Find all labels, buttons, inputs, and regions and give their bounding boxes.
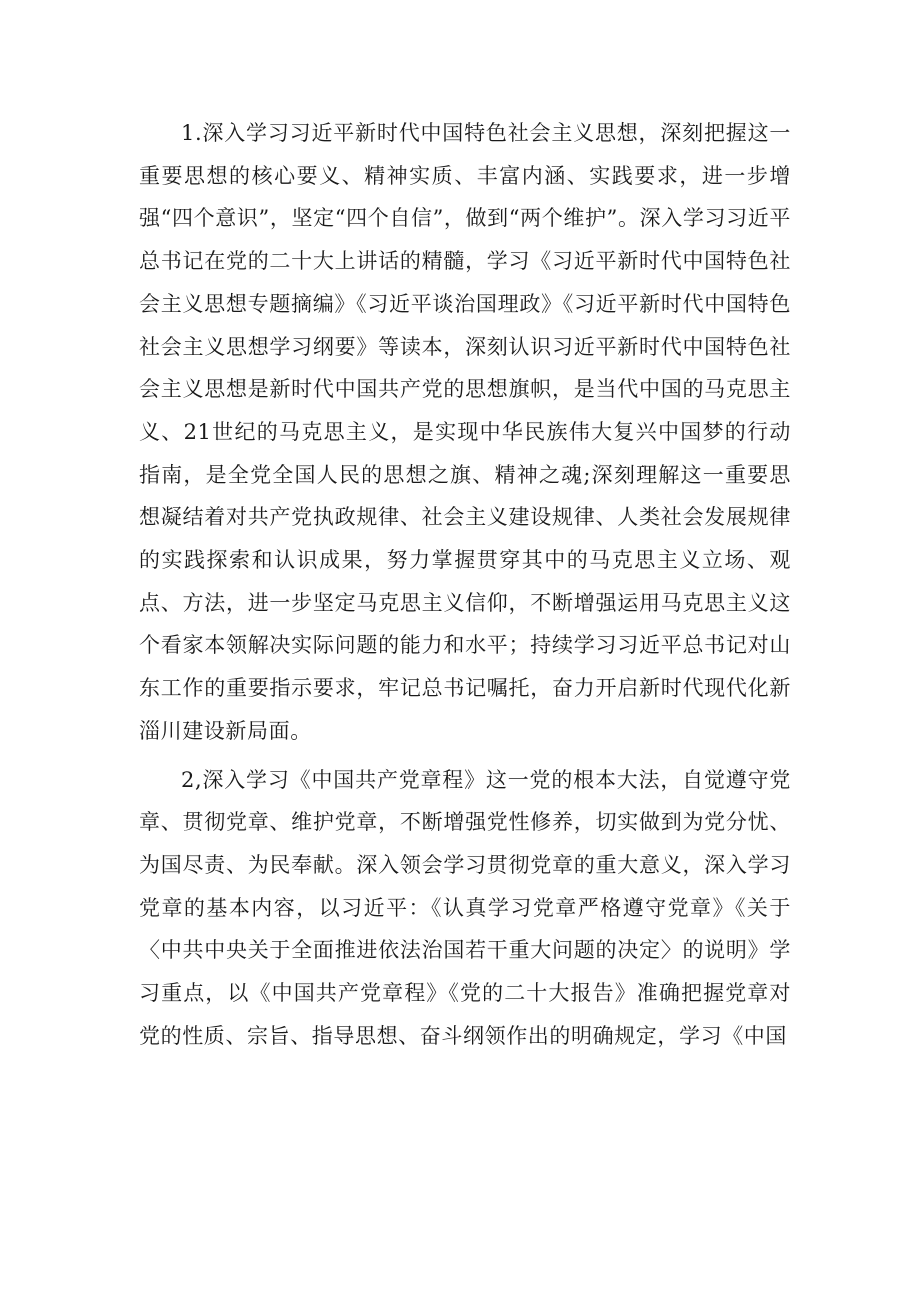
paragraph-1: 1.深入学习习近平新时代中国特色社会主义思想，深刻把握这一重要思想的核心要义、精神实质、丰富内涵、实践要求，进一步增强“四个意识”，坚定“四个自信”，做到“两个维护”。深入学习习近平总书记在党的二十大上讲话的精髓，学习《习近平新时代中国特色社会主义思想专题摘编》《习近平谈治国理政》《习近平新时代中国特色社会主义思想学习纲要》等读本，深刻认识习近平新时代中国特色社会主义思想是新时代中国共产党的思想旗帜，是当代中国的马克思主义、21世纪的马克思主义，是实现中华民族伟大复兴中国梦的行动指南，是全党全国人民的思想之旗、精神之魂;深刻理解这一重要思想凝结着对共产党执政规律、社会主义建设规律、人类社会发展规律的实践探索和认识成果，努力掌握贯穿其中的马克思主义立场、观点、方法，进一步坚定马克思主义信仰，不断增强运用马克思主义这个看家本领解决实际问题的能力和水平；持续学习习近平总书记对山东工作的重要指示要求，牢记总书记嘱托，奋力开启新时代现代化新淄川建设新局面。 xyxy=(139,121,791,743)
paragraph-2: 2,深入学习《中国共产党章程》这一党的根本大法，自觉遵守党章、贯彻党章、维护党章，不断增强党性修养，切实做到为党分忧、为国尽责、为民奉献。深入领会学习贯彻党章的重大意义，深入学习党章的基本内容，以习近平：《认真学习党章严格遵守党章》《关于〈中共中央关于全面推进依法治国若干重大问题的决定〉的说明》学习重点，以《中国共产党章程》《党的二十大报告》准确把握党章对党的性质、宗旨、指导思想、奋斗纲领作出的明确规定，学习《中国 xyxy=(139,767,791,1048)
document-body xyxy=(139,112,791,1057)
